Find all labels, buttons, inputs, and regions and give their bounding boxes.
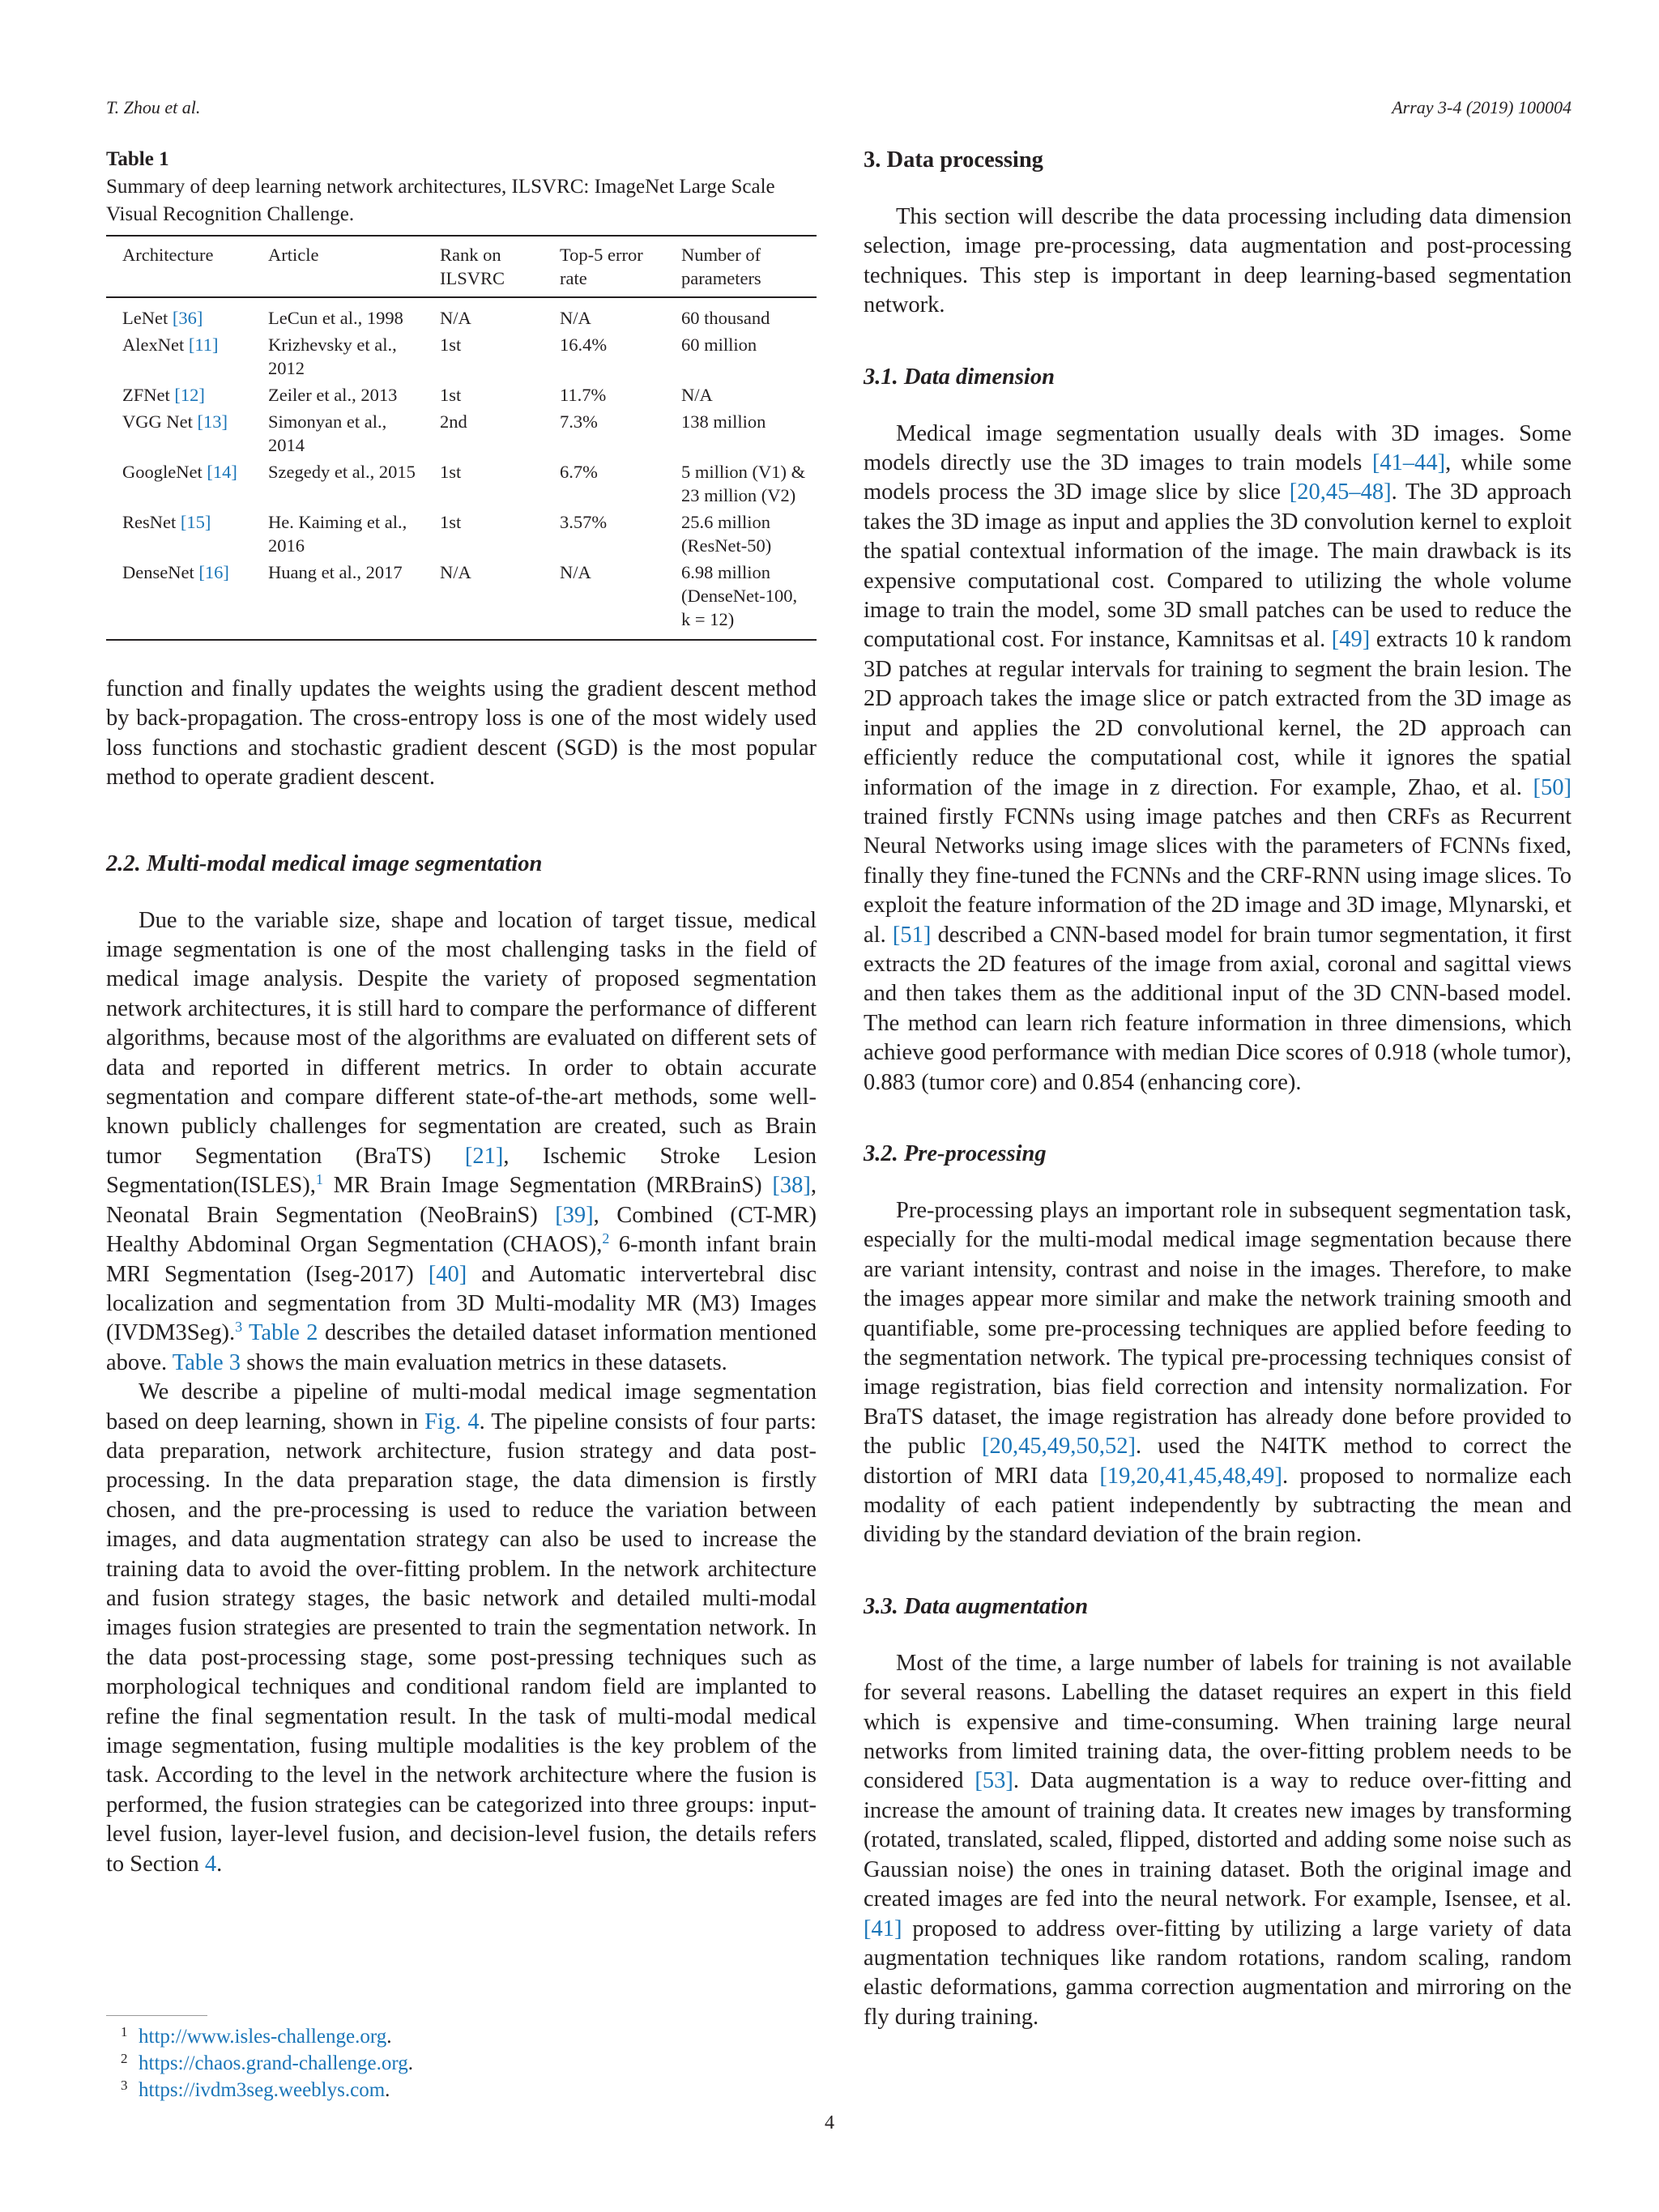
citation-link[interactable]: [41–44] xyxy=(1371,450,1446,476)
cell-params: 138 million xyxy=(681,411,766,432)
text-run: . xyxy=(385,2079,390,2101)
cell-architecture xyxy=(106,458,252,509)
cell-architecture xyxy=(106,331,252,381)
cell-rank: N/A xyxy=(440,562,471,582)
text-run: . proposed to normalize each modality of each patient independently by subtracting the mean and dividing by the standard deviation of the brain region. xyxy=(864,1463,1572,1548)
fig-4-link[interactable]: Fig. 4 xyxy=(424,1409,480,1434)
text-run: . xyxy=(386,2026,392,2048)
citation-link[interactable]: [53] xyxy=(975,1768,1013,1794)
text-run: extracts 10 k random 3D patches at regular intervals for training to segment the brain lesion. The 2D approach takes the image slice or patch extracted from the 3D image as input and applies the 2D convolutional kernel, the 2D approach can efficiently reduce the computational cost, while it ignores the spatial information of the image in z direction. For example, Zhao, et al. xyxy=(864,627,1572,800)
cell-params: 60 million xyxy=(681,335,757,355)
footnote-number: 1 xyxy=(121,2024,128,2039)
footnote-item xyxy=(106,2077,413,2103)
page-number: 4 xyxy=(825,2112,834,2133)
text-run: We describe a pipeline of multi-modal medical image segmentation based on deep learning, shown in xyxy=(106,1379,817,1434)
architecture-table xyxy=(106,235,817,641)
text-run: described a CNN-based model for brain tumor segmentation, it first extracts the 2D features of the image from axial, coronal and sagittal views and then takes them as the additional input of the 3D CNN-based model. The method can learn rich feature information in three dimensions, which achieve good performance with median Dice scores of 0.918 (whole tumor), 0.883 (tumor core) and 0.854 (enhancing core). xyxy=(864,922,1572,1095)
citation-link[interactable]: [19,20,41,45,48,49] xyxy=(1099,1463,1282,1489)
cell-top5: 11.7% xyxy=(560,385,607,405)
footnote-rule xyxy=(106,2015,207,2016)
citation-link[interactable]: [51] xyxy=(892,922,932,948)
cell-params: N/A xyxy=(681,385,713,405)
cell-article: He. Kaiming et al., 2016 xyxy=(268,512,407,556)
text-run: . xyxy=(407,2052,414,2074)
section-3-2-heading: 3.2. Pre-processing xyxy=(864,1140,1047,1166)
running-header-authors: T. Zhou et al. xyxy=(106,97,201,117)
cell-architecture xyxy=(106,559,252,640)
arch-name: AlexNet xyxy=(122,335,185,355)
cell-params: 5 million (V1) & 23 million (V2) xyxy=(681,462,806,505)
text-run: proposed to address over-fitting by utilizing a large variety of data augmentation techniques like random rotations, random scaling, random elastic deformations, gamma correction augmentation and mirroring on the fly during training. xyxy=(864,1916,1572,2030)
footnote-url[interactable]: https://chaos.grand-challenge.org xyxy=(139,2052,408,2074)
table-2-link[interactable]: Table 2 xyxy=(249,1320,318,1346)
footnote-marker[interactable]: 1 xyxy=(315,1171,323,1188)
table-caption: Summary of deep learning network architectures, ILSVRC: ImageNet Large Scale Visual Recognition Challenge. xyxy=(106,176,775,225)
citation-link[interactable]: [16] xyxy=(198,562,229,582)
table-row xyxy=(106,458,817,509)
text-run: 6-month infant brain MRI Segmentation (Iseg-2017) xyxy=(106,1232,817,1287)
paragraph-challenges xyxy=(106,906,817,1379)
text-run: and Automatic intervertebral disc localization and segmentation from 3D Multi-modality MR (M3) Images (IVDM3Seg). xyxy=(106,1261,817,1346)
citation-link[interactable]: [20,45–48] xyxy=(1289,479,1392,505)
citation-link[interactable]: [12] xyxy=(174,385,205,405)
cell-top5: 7.3% xyxy=(560,411,598,432)
cell-params: 25.6 million (ResNet-50) xyxy=(681,512,772,556)
cell-rank: N/A xyxy=(440,308,471,328)
cell-article: Zeiler et al., 2013 xyxy=(268,385,398,405)
footnote-marker[interactable]: 2 xyxy=(602,1230,610,1247)
text-run: describes the detailed dataset information mentioned above. xyxy=(106,1320,817,1375)
col-header-top5: Top-5 error rate xyxy=(560,245,643,288)
citation-link[interactable]: [11] xyxy=(188,335,219,355)
section-3-1-heading: 3.1. Data dimension xyxy=(864,364,1055,390)
text-run: , Ischemic Stroke Lesion Segmentation(ISLES), xyxy=(106,1143,817,1199)
cell-article: Krizhevsky et al., 2012 xyxy=(268,335,397,378)
text-run: . The pipeline consists of four parts: data preparation, network architecture, fusion strategy and data post-processing. In the data preparation stage, the data dimension is firstly chosen, and the pre-processing is used to reduce the variation between images, and data augmentation strategy can also be used to increase the training data to avoid the over-fitting problem. In the network architecture and fusion strategy stages, the basic network and detailed multi-modal images fusion strategies are presented to train the segmentation network. In the data post-processing stage, some post-pressing techniques such as morphological techniques and conditional random field are implanted to refine the final segmentation result. In the task of multi-modal medical image segmentation, fusing multiple modalities is the key problem of the task. According to the level in the network architecture where the fusion is performed, the fusion strategies can be categorized into three groups: input-level fusion, layer-level fusion, and decision-level fusion, the details refers to Section xyxy=(106,1409,817,1877)
citation-link[interactable]: [20,45,49,50,52] xyxy=(982,1434,1137,1460)
table-row xyxy=(106,297,817,331)
cell-article: Huang et al., 2017 xyxy=(268,562,403,582)
paragraph-data-augmentation xyxy=(864,1649,1572,2032)
text-run: . Data augmentation is a way to reduce over-fitting and increase the amount of training data. It creates new images by transforming (rotated, translated, scaled, flipped, distorted and adding some noise such as Gaussian noise) the ones in training dataset. Both the original image and created images are fed into the neural network. For example, Isensee, et al. xyxy=(864,1768,1572,1912)
cell-top5: N/A xyxy=(560,308,591,328)
cell-params: 60 thousand xyxy=(681,308,770,328)
text-run: shows the main evaluation metrics in these datasets. xyxy=(241,1349,727,1375)
right-column xyxy=(864,146,1572,2032)
arch-name: LeNet xyxy=(122,308,168,328)
paragraph-pre-processing xyxy=(864,1196,1572,1550)
footnote-item xyxy=(106,2050,413,2077)
text-run: trained firstly FCNNs using image patches and then CRFs as Recurrent Neural Networks using image slices with the parameters of FCNNs fixed, finally they fine-tuned the FCNNs and the CRF-RNN using image slices. To exploit the feature information of the 2D image and 3D image, Mlynarski, et al. xyxy=(864,803,1572,948)
text-run: Due to the variable size, shape and location of target tissue, medical image segmentation is one of the most challenging tasks in the field of medical image analysis. Despite the variety of proposed segmentation network architectures, it is still hard to compare the performance of different algorithms, because most of the algorithms are evaluated on different sets of data and reported in different metrics. In order to obtain accurate segmentation and compare different state-of-the-art methods, some well-known publicly challenges for segmentation are created, such as Brain tumor Segmentation (BraTS) xyxy=(106,907,817,1169)
text-run xyxy=(242,1320,249,1345)
cell-top5: 6.7% xyxy=(560,462,598,482)
footnote-item xyxy=(106,2023,413,2050)
text-run: MR Brain Image Segmentation (MRBrainS) xyxy=(322,1173,773,1199)
arch-name: DenseNet xyxy=(122,562,194,582)
cell-rank: 1st xyxy=(440,385,462,405)
text-run: Most of the time, a large number of labels for training is not available for several reasons. Labelling the dataset requires an expert in this field which is expensive and time-consuming. When training large neural networks from limited training data, the over-fitting problem needs to be considered xyxy=(864,1650,1572,1794)
paragraph-pipeline xyxy=(106,1378,817,1879)
table-3-link[interactable]: Table 3 xyxy=(172,1349,241,1375)
col-header-params: Number of parameters xyxy=(681,245,761,288)
running-header-journal: Array 3-4 (2019) 100004 xyxy=(1392,97,1572,117)
text-run: Medical image segmentation usually deals with 3D images. Some models directly use the 3D images to train models xyxy=(864,420,1572,476)
citation-link[interactable]: [50] xyxy=(1533,774,1572,800)
table-label: Table 1 xyxy=(106,148,169,170)
section-2-2-heading: 2.2. Multi-modal medical image segmentation xyxy=(106,850,543,876)
footnote-url[interactable]: http://www.isles-challenge.org xyxy=(139,2026,387,2048)
text-run: . The 3D approach takes the 3D image as input and applies the 3D convolution kernel to exploit the spatial contextual information of the image. The main drawback is its expensive computational cost. Compared to utilizing the whole volume image to train the model, some 3D small patches can be used to reduce the computational cost. For instance, Kamnitsas et al. xyxy=(864,479,1572,653)
text-run: , Neonatal Brain Segmentation (NeoBrainS) xyxy=(106,1173,817,1228)
citation-link[interactable]: [21] xyxy=(464,1143,504,1169)
col-header-rank: Rank on ILSVRC xyxy=(440,245,505,288)
citation-link[interactable]: [13] xyxy=(197,411,228,432)
cell-architecture xyxy=(106,408,252,458)
arch-name: ResNet xyxy=(122,512,177,532)
table-row xyxy=(106,559,817,640)
cell-article: Szegedy et al., 2015 xyxy=(268,462,416,482)
footnote-marker[interactable]: 3 xyxy=(235,1319,243,1336)
cell-top5: 16.4% xyxy=(560,335,608,355)
citation-link[interactable]: [41] xyxy=(864,1916,902,1941)
citation-link[interactable]: [38] xyxy=(772,1173,811,1199)
section-3-3-heading: 3.3. Data augmentation xyxy=(864,1593,1089,1619)
col-header-article: Article xyxy=(268,245,319,265)
cell-architecture xyxy=(106,297,252,331)
cell-rank: 1st xyxy=(440,512,462,532)
paragraph-data-processing-intro: This section will describe the data processing including data dimension selection, image pre-processing, data augmentation and post-processing techniques. This step is important in deep learning-based segmentation network. xyxy=(864,204,1572,318)
citation-link[interactable]: [36] xyxy=(172,308,203,328)
table-header-row xyxy=(106,236,817,297)
left-column xyxy=(106,146,817,1879)
citation-link[interactable]: [40] xyxy=(428,1261,467,1287)
footnote-number: 2 xyxy=(121,2051,128,2066)
cell-rank: 2nd xyxy=(440,411,467,432)
cell-top5: 3.57% xyxy=(560,512,608,532)
citation-link[interactable]: [14] xyxy=(207,462,237,482)
cell-article: LeCun et al., 1998 xyxy=(268,308,403,328)
section-4-link[interactable]: 4 xyxy=(204,1851,217,1877)
table-row xyxy=(106,331,817,381)
cell-rank: 1st xyxy=(440,335,462,355)
arch-name: VGG Net xyxy=(122,411,193,432)
cell-article: Simonyan et al., 2014 xyxy=(268,411,387,455)
cell-architecture xyxy=(106,381,252,408)
cell-params: 6.98 million (DenseNet-100, k = 12) xyxy=(681,562,798,629)
citation-link[interactable]: [15] xyxy=(180,512,211,532)
table-row xyxy=(106,381,817,408)
footnote-number: 3 xyxy=(121,2078,128,2093)
col-header-architecture: Architecture xyxy=(122,245,214,265)
citation-link[interactable]: [49] xyxy=(1331,627,1371,653)
footnotes xyxy=(106,2023,413,2103)
text-run: . used the N4ITK method to correct the distortion of MRI data xyxy=(864,1434,1572,1489)
cell-architecture xyxy=(106,509,252,559)
table-row xyxy=(106,509,817,559)
text-run: . xyxy=(216,1851,223,1877)
paragraph-data-dimension xyxy=(864,420,1572,1097)
cell-top5: N/A xyxy=(560,562,591,582)
text-run: , Combined (CT-MR) Healthy Abdominal Organ Segmentation (CHAOS), xyxy=(106,1202,817,1258)
citation-link[interactable]: [39] xyxy=(555,1202,594,1228)
cell-rank: 1st xyxy=(440,462,462,482)
arch-name: GoogleNet xyxy=(122,462,203,482)
paragraph-continued: function and finally updates the weights using the gradient descent method by back-propagation. The cross-entropy loss is one of the most widely used loss functions and stochastic gradient descent (SGD) is the most popular method to operate gradient descent. xyxy=(106,676,817,791)
text-run: Pre-processing plays an important role in subsequent segmentation task, especially for the multi-modal medical image segmentation because there are variant intensity, contrast and noise in the images. Therefore, to make the images appear more similar and make the network training smooth and quantifiable, some pre-processing techniques are applied before feeding to the segmentation network. The typical pre-processing techniques consist of image registration, bias field correction and intensity normalization. For BraTS dataset, the image registration has already done before provided to the public xyxy=(864,1197,1572,1460)
arch-name: ZFNet xyxy=(122,385,170,405)
table-row xyxy=(106,408,817,458)
text-run: , while some models process the 3D image slice by slice xyxy=(864,450,1572,505)
section-3-heading: 3. Data processing xyxy=(864,147,1043,173)
footnote-url[interactable]: https://ivdm3seg.weeblys.com xyxy=(139,2079,386,2101)
